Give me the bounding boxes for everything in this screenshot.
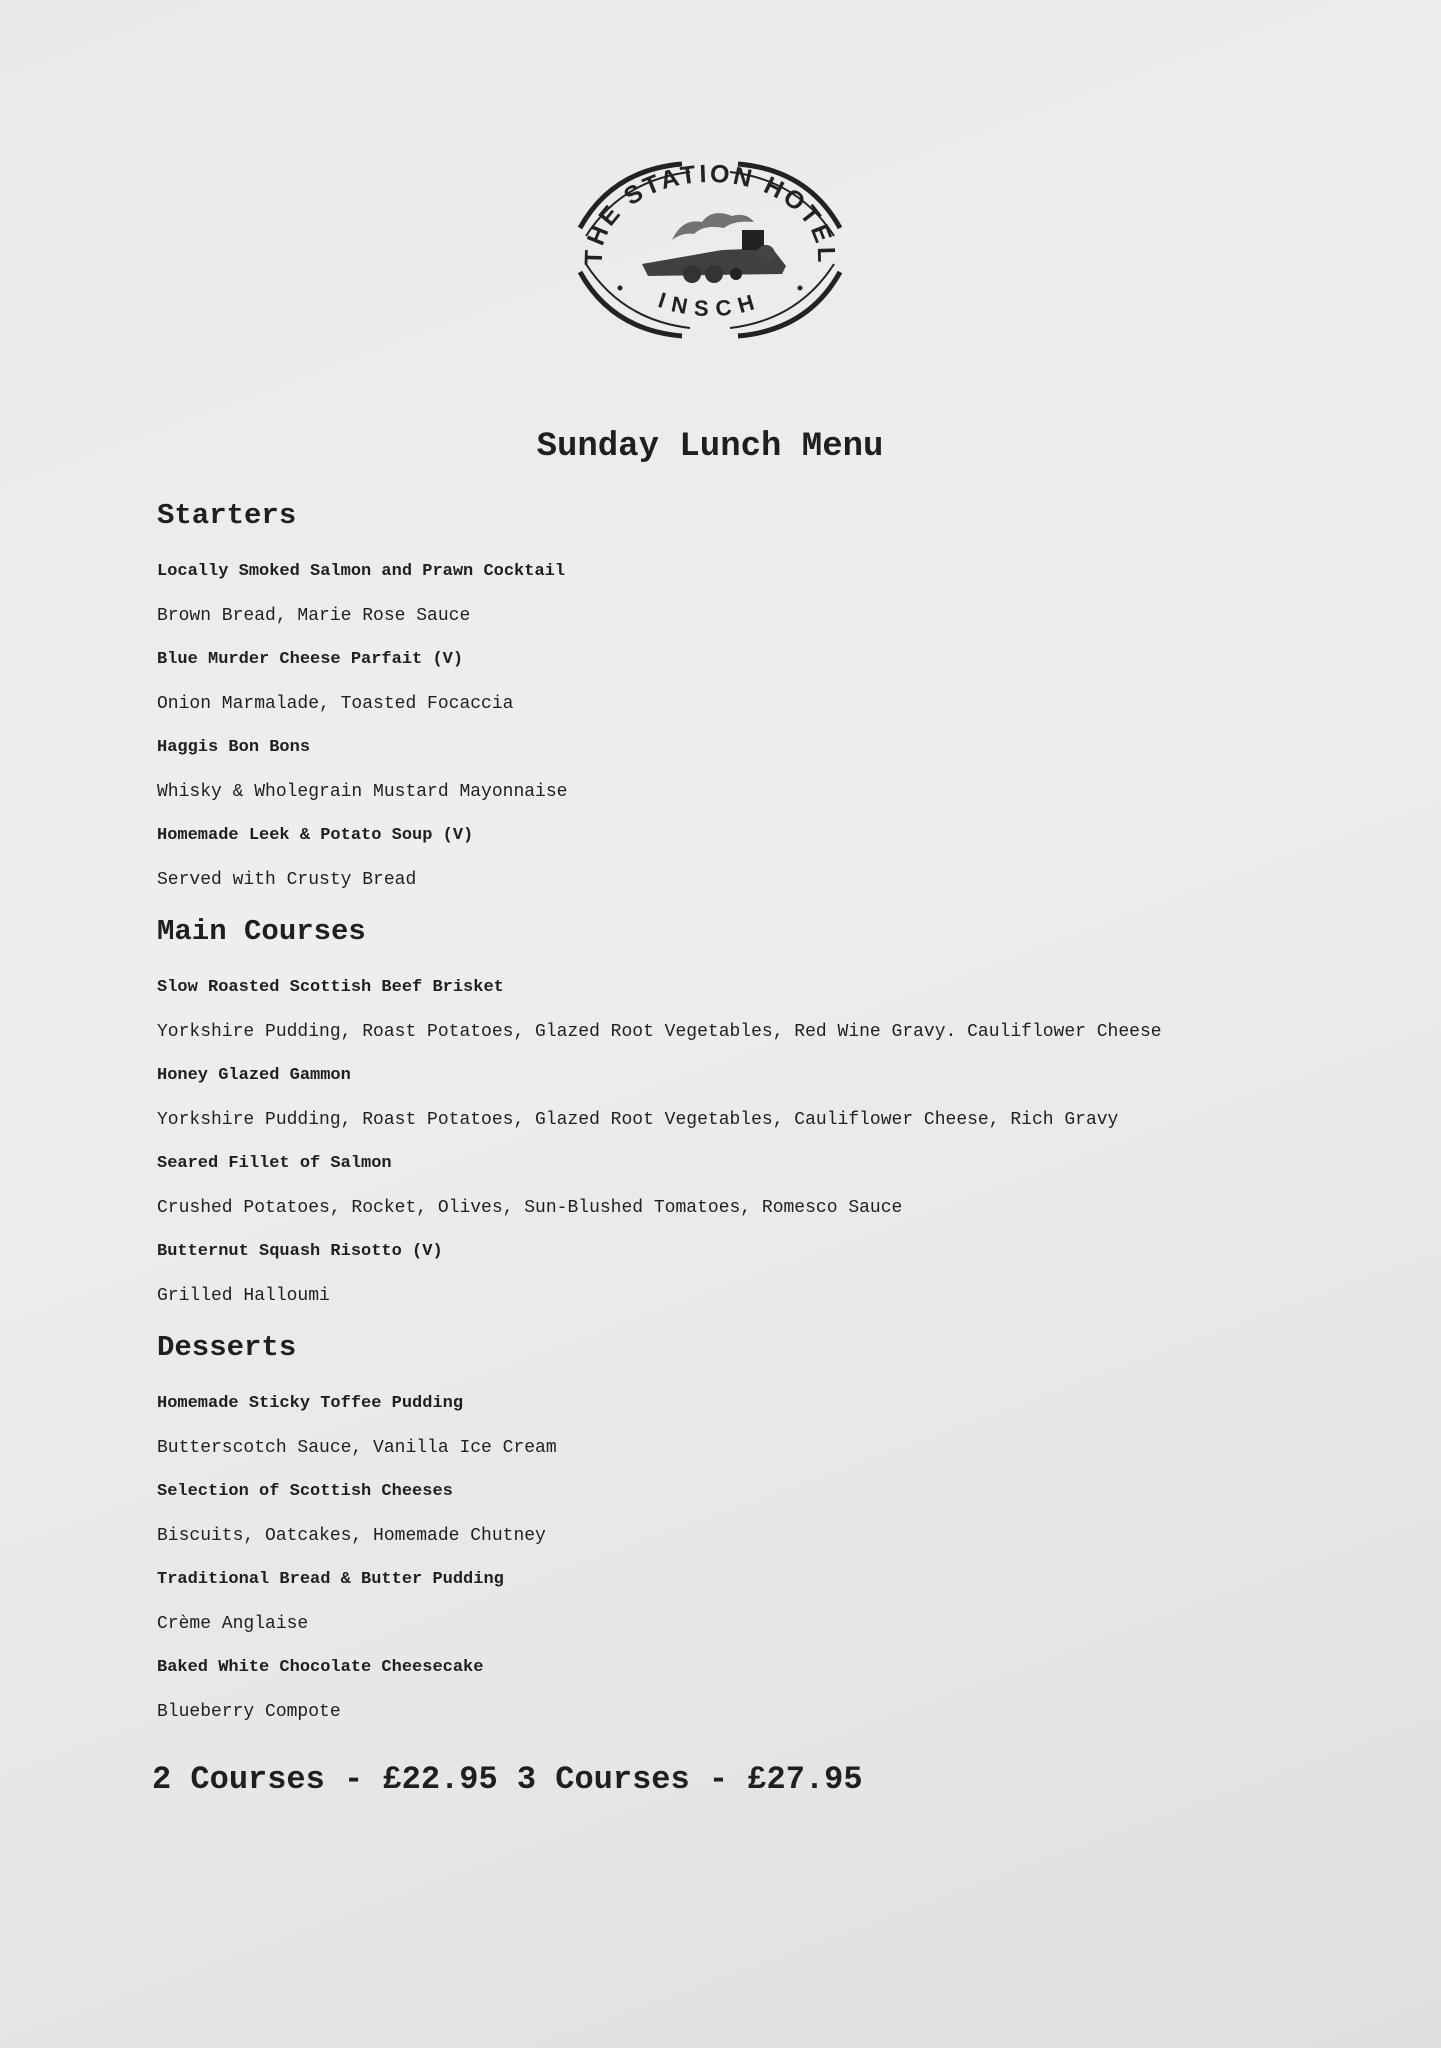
- dish-description: Crushed Potatoes, Rocket, Olives, Sun-Blushed Tomatoes, Romesco Sauce: [157, 1198, 903, 1218]
- dish-description: Biscuits, Oatcakes, Homemade Chutney: [157, 1526, 546, 1546]
- section-starters: [157, 486, 1357, 902]
- dish-name: Honey Glazed Gammon: [157, 1066, 351, 1085]
- dish-description: Crème Anglaise: [157, 1614, 309, 1634]
- dish-description: Brown Bread, Marie Rose Sauce: [157, 606, 471, 626]
- dish-name: Slow Roasted Scottish Beef Brisket: [157, 978, 504, 997]
- svg-text:THE STATION HOTEL: THE STATION HOTEL: [579, 159, 841, 266]
- menu-body: [157, 486, 1357, 1734]
- dish-name: Baked White Chocolate Cheesecake: [157, 1658, 484, 1677]
- page-title: Sunday Lunch Menu: [536, 428, 884, 466]
- dish-description: Yorkshire Pudding, Roast Potatoes, Glazed Root Vegetables, Red Wine Gravy. Cauliflower Cheese: [157, 1022, 1162, 1042]
- section-main-courses: [157, 902, 1357, 1318]
- dish-name: Homemade Leek & Potato Soup (V): [157, 826, 474, 845]
- dish-name: Seared Fillet of Salmon: [157, 1154, 392, 1173]
- section-heading: Main Courses: [157, 915, 366, 948]
- dish-description: Served with Crusty Bread: [157, 870, 417, 890]
- dish-name: Traditional Bread & Butter Pudding: [157, 1570, 504, 1589]
- section-desserts: [157, 1318, 1357, 1734]
- train-icon: [642, 213, 786, 283]
- dish-name: Selection of Scottish Cheeses: [157, 1482, 453, 1501]
- dish-description: Butterscotch Sauce, Vanilla Ice Cream: [157, 1438, 557, 1458]
- dish-description: Onion Marmalade, Toasted Focaccia: [157, 694, 514, 714]
- station-hotel-logo: [572, 158, 848, 342]
- dish-name: Blue Murder Cheese Parfait (V): [157, 650, 464, 669]
- dish-name: Locally Smoked Salmon and Prawn Cocktail: [157, 562, 566, 581]
- dish-description: Whisky & Wholegrain Mustard Mayonnaise: [157, 782, 568, 802]
- dish-description: Blueberry Compote: [157, 1702, 341, 1722]
- dish-description: Yorkshire Pudding, Roast Potatoes, Glazed Root Vegetables, Cauliflower Cheese, Rich Gravy: [157, 1110, 1119, 1130]
- svg-text:INSCH: INSCH: [655, 287, 765, 322]
- section-heading: Starters: [157, 499, 297, 532]
- dish-name: Butternut Squash Risotto (V): [157, 1242, 443, 1261]
- course-pricing: 2 Courses - £22.95 3 Courses - £27.95: [152, 1761, 863, 1798]
- dish-description: Grilled Halloumi: [157, 1286, 330, 1306]
- dish-name: Haggis Bon Bons: [157, 738, 311, 757]
- dish-name: Homemade Sticky Toffee Pudding: [157, 1394, 464, 1413]
- section-heading: Desserts: [157, 1331, 297, 1364]
